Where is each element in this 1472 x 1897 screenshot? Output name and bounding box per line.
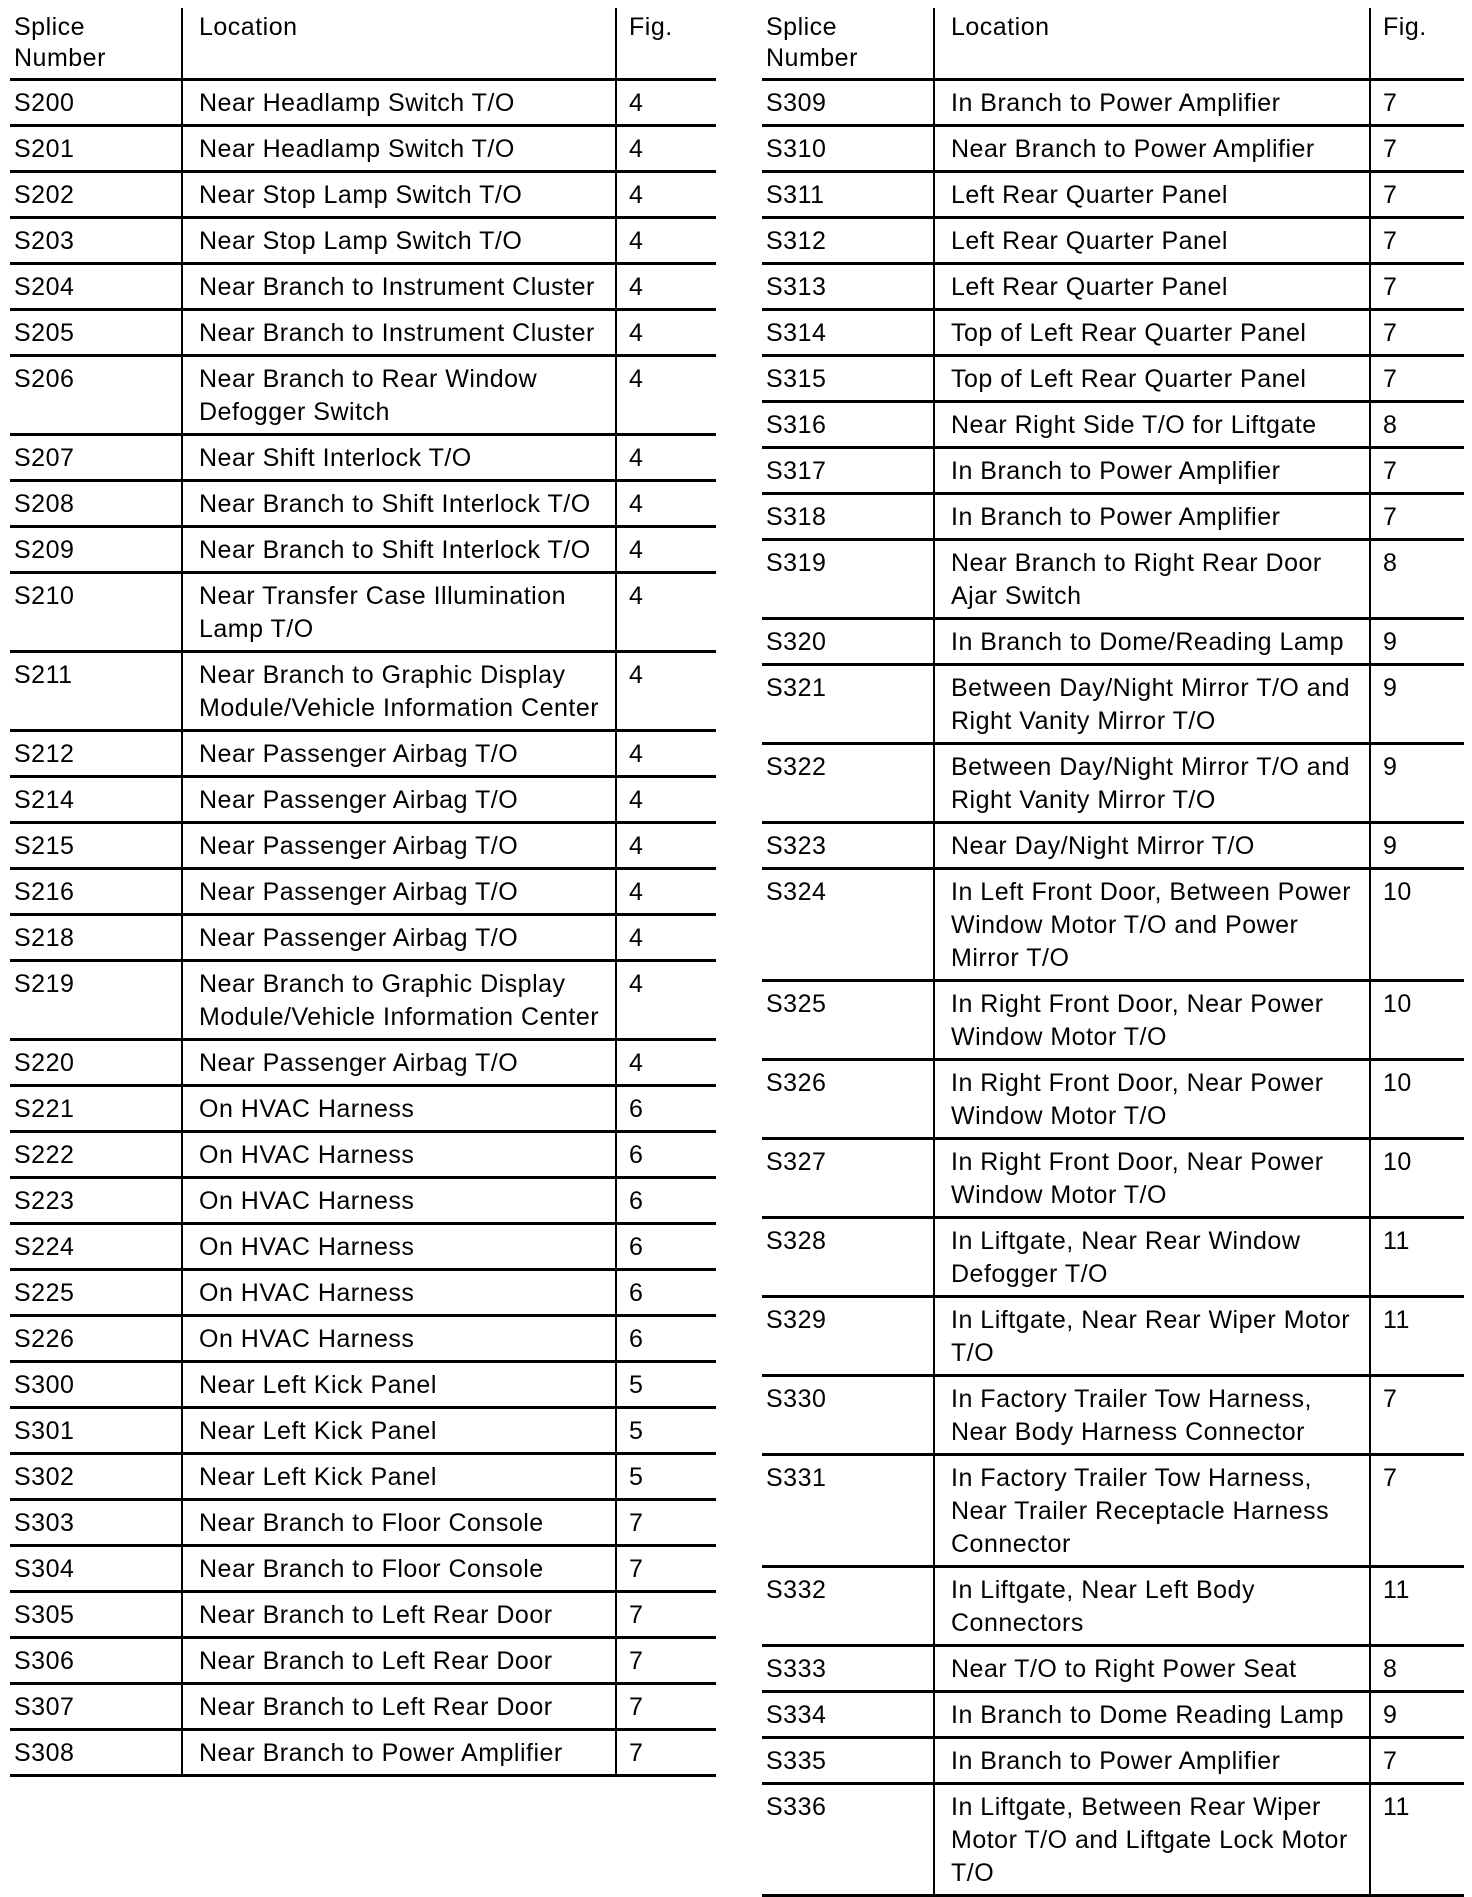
location-cell: Near Left Kick Panel [182,1362,616,1408]
splice-number-cell: S208 [14,490,75,518]
location-cell: Near Headlamp Switch T/O [182,80,616,126]
splice-number-cell: S300 [14,1371,75,1399]
location-cell: In Branch to Dome Reading Lamp [934,1692,1370,1738]
fig-cell: 7 [616,1500,716,1546]
splice-number-cell: S214 [14,786,75,814]
splice-number-cell: S322 [766,753,827,781]
splice-number-cell: S333 [766,1655,827,1683]
table-row [10,126,716,172]
fig-cell: 7 [1370,80,1464,126]
splice-number-cell: S221 [14,1095,75,1123]
fig-cell: 5 [616,1362,716,1408]
location-cell: In Factory Trailer Tow Harness, Near Body Harness Connector [934,1376,1370,1455]
splice-number-cell: S219 [14,970,75,998]
location-cell: Near Branch to Right Rear Door Ajar Switch [934,540,1370,619]
fig-cell: 10 [1370,981,1464,1060]
splice-number-cell: S204 [14,273,75,301]
splice-number-cell: S307 [14,1693,75,1721]
table-row [762,1060,1464,1139]
location-cell: Near Branch to Power Amplifier [182,1730,616,1776]
splice-number-cell: S218 [14,924,75,952]
location-cell: In Liftgate, Near Rear Window Defogger T/O [934,1218,1370,1297]
table-row [762,665,1464,744]
location-cell: In Branch to Power Amplifier [934,494,1370,540]
table-row [762,172,1464,218]
splice-number-cell: S206 [14,365,75,393]
table-row [762,1455,1464,1567]
table-row [762,540,1464,619]
table-row [762,1376,1464,1455]
table-row [10,573,716,652]
header-fig: Fig. [616,8,716,80]
location-cell: Between Day/Night Mirror T/O and Right Vanity Mirror T/O [934,665,1370,744]
fig-cell: 4 [616,573,716,652]
fig-cell: 7 [1370,264,1464,310]
splice-number-cell: S205 [14,319,75,347]
header-splice-number: Splice Number [766,13,858,72]
splice-number-cell: S318 [766,503,827,531]
table-row [762,1567,1464,1646]
fig-cell: 4 [616,435,716,481]
fig-cell: 7 [1370,172,1464,218]
location-cell: Near Passenger Airbag T/O [182,731,616,777]
fig-cell: 4 [616,652,716,731]
table-row [762,1139,1464,1218]
splice-number-cell: S225 [14,1279,75,1307]
splice-number-cell: S330 [766,1385,827,1413]
table-row [10,1178,716,1224]
table-row [10,1132,716,1178]
location-cell: Near Passenger Airbag T/O [182,869,616,915]
splice-number-cell: S336 [766,1793,827,1821]
location-cell: Near Transfer Case Illumination Lamp T/O [182,573,616,652]
location-cell: In Left Front Door, Between Power Window Motor T/O and Power Mirror T/O [934,869,1370,981]
location-cell: In Branch to Dome/Reading Lamp [934,619,1370,665]
splice-number-cell: S331 [766,1464,827,1492]
table-row [10,1362,716,1408]
fig-cell: 8 [1370,1646,1464,1692]
fig-cell: 7 [1370,356,1464,402]
fig-cell: 6 [616,1178,716,1224]
location-cell: In Branch to Power Amplifier [934,1738,1370,1784]
splice-number-cell: S216 [14,878,75,906]
table-row [762,356,1464,402]
splice-number-cell: S212 [14,740,75,768]
table-header-row [762,8,1464,80]
fig-cell: 4 [616,823,716,869]
table-row [10,527,716,573]
table-row [762,126,1464,172]
table-row [10,218,716,264]
fig-cell: 7 [1370,1376,1464,1455]
location-cell: Near Right Side T/O for Liftgate [934,402,1370,448]
fig-cell: 7 [616,1730,716,1776]
table-row [10,731,716,777]
fig-cell: 7 [616,1546,716,1592]
splice-number-cell: S335 [766,1747,827,1775]
table-row [10,1500,716,1546]
header-splice-number: Splice Number [14,13,106,72]
table-row [10,777,716,823]
fig-cell: 4 [616,126,716,172]
splice-number-cell: S328 [766,1227,827,1255]
fig-cell: 5 [616,1454,716,1500]
table-row [762,1646,1464,1692]
table-row [762,448,1464,494]
table-row [10,264,716,310]
table-row [10,435,716,481]
fig-cell: 4 [616,777,716,823]
table-row [10,961,716,1040]
location-cell: Near Passenger Airbag T/O [182,915,616,961]
table-row [10,1592,716,1638]
fig-cell: 9 [1370,1692,1464,1738]
splice-table-left-body [10,8,716,1776]
fig-cell: 11 [1370,1784,1464,1896]
splice-number-cell: S200 [14,89,75,117]
splice-number-cell: S301 [14,1417,75,1445]
table-row [10,481,716,527]
fig-cell: 4 [616,264,716,310]
location-cell: Near Branch to Graphic Display Module/Vehicle Information Center [182,652,616,731]
location-cell: Left Rear Quarter Panel [934,172,1370,218]
table-row [762,1297,1464,1376]
location-cell: Near Left Kick Panel [182,1408,616,1454]
table-row [762,402,1464,448]
fig-cell: 5 [616,1408,716,1454]
splice-number-cell: S306 [14,1647,75,1675]
location-cell: On HVAC Harness [182,1086,616,1132]
splice-number-cell: S302 [14,1463,75,1491]
location-cell: Left Rear Quarter Panel [934,264,1370,310]
location-cell: Near Branch to Instrument Cluster [182,310,616,356]
fig-cell: 6 [616,1224,716,1270]
fig-cell: 7 [1370,1455,1464,1567]
location-cell: In Right Front Door, Near Power Window Motor T/O [934,981,1370,1060]
fig-cell: 4 [616,869,716,915]
location-cell: On HVAC Harness [182,1224,616,1270]
splice-number-cell: S320 [766,628,827,656]
table-row [10,1546,716,1592]
table-row [10,1454,716,1500]
fig-cell: 9 [1370,823,1464,869]
fig-cell: 7 [616,1592,716,1638]
fig-cell: 6 [616,1316,716,1362]
fig-cell: 8 [1370,402,1464,448]
splice-number-cell: S311 [766,181,825,209]
fig-cell: 7 [1370,218,1464,264]
splice-number-cell: S210 [14,582,75,610]
fig-cell: 4 [616,961,716,1040]
location-cell: Near Branch to Shift Interlock T/O [182,481,616,527]
location-cell: Top of Left Rear Quarter Panel [934,356,1370,402]
splice-number-cell: S317 [766,457,827,485]
fig-cell: 4 [616,356,716,435]
location-cell: Near T/O to Right Power Seat [934,1646,1370,1692]
location-cell: Near Passenger Airbag T/O [182,1040,616,1086]
location-cell: Near Branch to Left Rear Door [182,1592,616,1638]
fig-cell: 6 [616,1270,716,1316]
location-cell: Near Day/Night Mirror T/O [934,823,1370,869]
location-cell: Near Left Kick Panel [182,1454,616,1500]
splice-number-cell: S309 [766,89,827,117]
splice-number-cell: S211 [14,661,73,689]
table-row [10,1040,716,1086]
splice-number-cell: S201 [14,135,75,163]
location-cell: On HVAC Harness [182,1178,616,1224]
splice-number-cell: S224 [14,1233,75,1261]
fig-cell: 7 [1370,494,1464,540]
location-cell: Near Passenger Airbag T/O [182,777,616,823]
location-cell: In Liftgate, Near Left Body Connectors [934,1567,1370,1646]
table-row [10,172,716,218]
table-row [10,915,716,961]
fig-cell: 7 [616,1684,716,1730]
splice-number-cell: S329 [766,1306,827,1334]
fig-cell: 11 [1370,1218,1464,1297]
location-cell: On HVAC Harness [182,1132,616,1178]
location-cell: On HVAC Harness [182,1316,616,1362]
splice-number-cell: S223 [14,1187,75,1215]
table-header-row [10,8,716,80]
splice-number-cell: S220 [14,1049,75,1077]
location-cell: In Factory Trailer Tow Harness, Near Trailer Receptacle Harness Connector [934,1455,1370,1567]
location-cell: Near Branch to Rear Window Defogger Switch [182,356,616,435]
header-fig: Fig. [1370,8,1464,80]
location-cell: Near Branch to Graphic Display Module/Vehicle Information Center [182,961,616,1040]
location-cell: Near Branch to Floor Console [182,1546,616,1592]
splice-number-cell: S327 [766,1148,827,1176]
table-row [10,1684,716,1730]
fig-cell: 7 [1370,126,1464,172]
splice-number-cell: S305 [14,1601,75,1629]
location-cell: Near Branch to Floor Console [182,1500,616,1546]
location-cell: In Liftgate, Near Rear Wiper Motor T/O [934,1297,1370,1376]
table-row [10,356,716,435]
splice-number-cell: S215 [14,832,75,860]
fig-cell: 4 [616,915,716,961]
splice-number-cell: S334 [766,1701,827,1729]
location-cell: Near Branch to Instrument Cluster [182,264,616,310]
fig-cell: 7 [1370,448,1464,494]
table-row [10,1224,716,1270]
fig-cell: 4 [616,731,716,777]
location-cell: Near Headlamp Switch T/O [182,126,616,172]
fig-cell: 4 [616,481,716,527]
splice-number-cell: S222 [14,1141,75,1169]
splice-number-cell: S207 [14,444,75,472]
header-location: Location [934,8,1370,80]
table-row [762,744,1464,823]
splice-number-cell: S319 [766,549,827,577]
fig-cell: 7 [616,1638,716,1684]
fig-cell: 8 [1370,540,1464,619]
splice-number-cell: S304 [14,1555,75,1583]
table-row [10,1408,716,1454]
location-cell: On HVAC Harness [182,1270,616,1316]
table-row [762,823,1464,869]
splice-number-cell: S308 [14,1739,75,1767]
table-row [10,823,716,869]
location-cell: In Right Front Door, Near Power Window Motor T/O [934,1060,1370,1139]
fig-cell: 10 [1370,1139,1464,1218]
location-cell: Between Day/Night Mirror T/O and Right Vanity Mirror T/O [934,744,1370,823]
location-cell: Top of Left Rear Quarter Panel [934,310,1370,356]
splice-number-cell: S326 [766,1069,827,1097]
splice-number-cell: S203 [14,227,75,255]
fig-cell: 4 [616,172,716,218]
table-row [762,1218,1464,1297]
table-row [762,80,1464,126]
table-row [10,310,716,356]
splice-number-cell: S323 [766,832,827,860]
fig-cell: 6 [616,1086,716,1132]
location-cell: Near Branch to Left Rear Door [182,1684,616,1730]
fig-cell: 4 [616,310,716,356]
fig-cell: 4 [616,527,716,573]
splice-number-cell: S316 [766,411,827,439]
splice-table-right-body [762,8,1464,1896]
splice-number-cell: S312 [766,227,827,255]
fig-cell: 7 [1370,1738,1464,1784]
table-row [10,1316,716,1362]
table-row [762,264,1464,310]
splice-number-cell: S202 [14,181,75,209]
table-row [762,494,1464,540]
header-location: Location [182,8,616,80]
table-row [10,80,716,126]
table-row [10,652,716,731]
table-row [762,619,1464,665]
splice-number-cell: S303 [14,1509,75,1537]
fig-cell: 9 [1370,619,1464,665]
fig-cell: 4 [616,218,716,264]
fig-cell: 6 [616,1132,716,1178]
splice-number-cell: S324 [766,878,827,906]
table-row [762,981,1464,1060]
splice-number-cell: S314 [766,319,827,347]
table-row [762,1692,1464,1738]
table-row [762,1738,1464,1784]
location-cell: Near Stop Lamp Switch T/O [182,218,616,264]
location-cell: Near Shift Interlock T/O [182,435,616,481]
location-cell: Near Branch to Shift Interlock T/O [182,527,616,573]
splice-number-cell: S226 [14,1325,75,1353]
fig-cell: 4 [616,80,716,126]
fig-cell: 9 [1370,744,1464,823]
fig-cell: 9 [1370,665,1464,744]
location-cell: Near Stop Lamp Switch T/O [182,172,616,218]
location-cell: In Branch to Power Amplifier [934,80,1370,126]
splice-number-cell: S313 [766,273,827,301]
table-row [10,1270,716,1316]
splice-number-cell: S209 [14,536,75,564]
location-cell: Near Passenger Airbag T/O [182,823,616,869]
fig-cell: 11 [1370,1567,1464,1646]
splice-number-cell: S332 [766,1576,827,1604]
splice-number-cell: S315 [766,365,827,393]
splice-number-cell: S325 [766,990,827,1018]
location-cell: Near Branch to Left Rear Door [182,1638,616,1684]
fig-cell: 10 [1370,869,1464,981]
location-cell: In Liftgate, Between Rear Wiper Motor T/O and Liftgate Lock Motor T/O [934,1784,1370,1896]
splice-number-cell: S310 [766,135,827,163]
splice-table-right [762,8,1464,1897]
location-cell: Near Branch to Power Amplifier [934,126,1370,172]
fig-cell: 4 [616,1040,716,1086]
location-cell: In Right Front Door, Near Power Window Motor T/O [934,1139,1370,1218]
fig-cell: 7 [1370,310,1464,356]
table-row [10,1086,716,1132]
table-row [762,310,1464,356]
table-row [10,869,716,915]
table-row [762,1784,1464,1896]
table-row [10,1638,716,1684]
fig-cell: 11 [1370,1297,1464,1376]
table-row [10,1730,716,1776]
table-row [762,218,1464,264]
table-row [762,869,1464,981]
splice-table-left [10,8,716,1777]
fig-cell: 10 [1370,1060,1464,1139]
location-cell: In Branch to Power Amplifier [934,448,1370,494]
splice-number-cell: S321 [766,674,827,702]
location-cell: Left Rear Quarter Panel [934,218,1370,264]
